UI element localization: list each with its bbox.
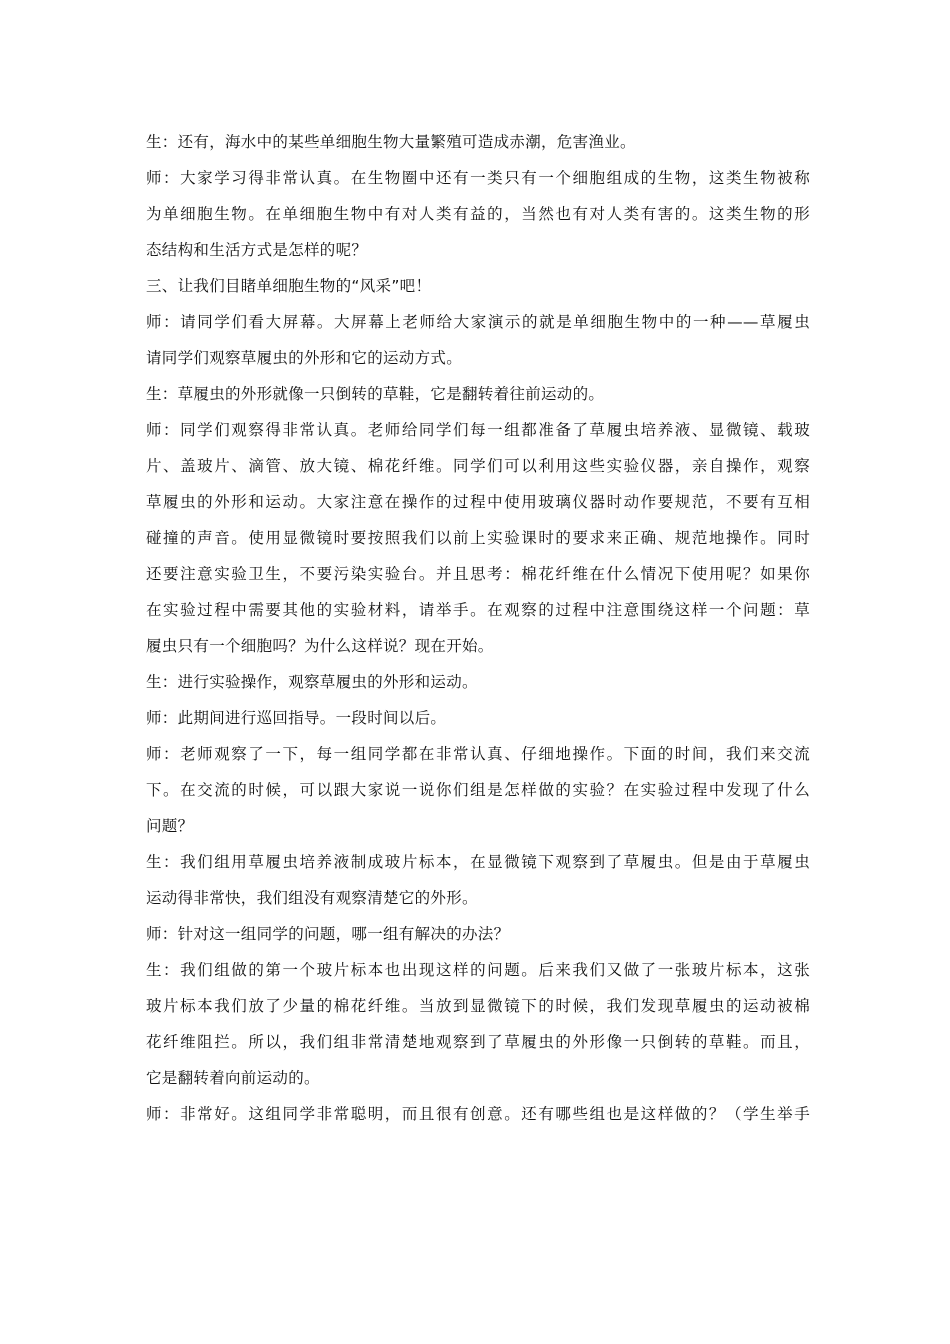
text-line: 碰撞的声音。使用显微镜时要按照我们以前上实验课时的要求来正确、规范地操作。同时 xyxy=(146,529,810,547)
text-line: 态结构和生活方式是怎样的呢？ xyxy=(146,241,368,259)
text-line: 为单细胞生物。在单细胞生物中有对人类有益的，当然也有对人类有害的。这类生物的形 xyxy=(146,205,810,223)
text-line: 生：我们组用草履虫培养液制成玻片标本，在显微镜下观察到了草履虫。但是由于草履虫 xyxy=(146,853,810,871)
text-line: 师：针对这一组同学的问题，哪一组有解决的办法？ xyxy=(146,925,510,943)
text-line: 请同学们观察草履虫的外形和它的运动方式。 xyxy=(146,349,463,367)
text-line: 师：请同学们看大屏幕。大屏幕上老师给大家演示的就是单细胞生物中的一种——草履虫 xyxy=(146,313,810,331)
text-line: 生：我们组做的第一个玻片标本也出现这样的问题。后来我们又做了一张玻片标本，这张 xyxy=(146,961,810,979)
text-line: 在实验过程中需要其他的实验材料，请举手。在观察的过程中注意围绕这样一个问题：草 xyxy=(146,601,810,619)
text-line: 运动得非常快，我们组没有观察清楚它的外形。 xyxy=(146,889,478,907)
text-line: 草履虫的外形和运动。大家注意在操作的过程中使用玻璃仪器时动作要规范，不要有互相 xyxy=(146,493,810,511)
text-line: 问题？ xyxy=(146,817,194,835)
text-line: 花纤维阻拦。所以，我们组非常清楚地观察到了草履虫的外形像一只倒转的草鞋。而且， xyxy=(146,1033,810,1051)
text-line: 下。在交流的时候，可以跟大家说一说你们组是怎样做的实验？在实验过程中发现了什么 xyxy=(146,781,810,799)
text-line: 师：大家学习得非常认真。在生物圈中还有一类只有一个细胞组成的生物，这类生物被称 xyxy=(146,169,810,187)
text-line: 师：老师观察了一下，每一组同学都在非常认真、仔细地操作。下面的时间，我们来交流 xyxy=(146,745,810,763)
text-line: 师：非常好。这组同学非常聪明，而且很有创意。还有哪些组也是这样做的？（学生举手 xyxy=(146,1105,810,1123)
section-heading: 三、让我们目睹单细胞生物的“风采”吧！ xyxy=(146,277,432,295)
text-line: 履虫只有一个细胞吗？为什么这样说？现在开始。 xyxy=(146,637,494,655)
text-line: 师：此期间进行巡回指导。一段时间以后。 xyxy=(146,709,447,727)
text-line: 玻片标本我们放了少量的棉花纤维。当放到显微镜下的时候，我们发现草履虫的运动被棉 xyxy=(146,997,810,1015)
text-line: 生：还有，海水中的某些单细胞生物大量繁殖可造成赤潮，危害渔业。 xyxy=(146,133,636,151)
document-body xyxy=(146,124,810,1132)
text-line: 生：进行实验操作，观察草履虫的外形和运动。 xyxy=(146,673,478,691)
text-line: 师：同学们观察得非常认真。老师给同学们每一组都准备了草履虫培养液、显微镜、载玻 xyxy=(146,421,810,439)
text-line: 还要注意实验卫生，不要污染实验台。并且思考：棉花纤维在什么情况下使用呢？如果你 xyxy=(146,565,810,583)
text-line: 它是翻转着向前运动的。 xyxy=(146,1069,320,1087)
text-line: 片、盖玻片、滴管、放大镜、棉花纤维。同学们可以利用这些实验仪器，亲自操作，观察 xyxy=(146,457,810,475)
text-line: 生：草履虫的外形就像一只倒转的草鞋，它是翻转着往前运动的。 xyxy=(146,385,605,403)
